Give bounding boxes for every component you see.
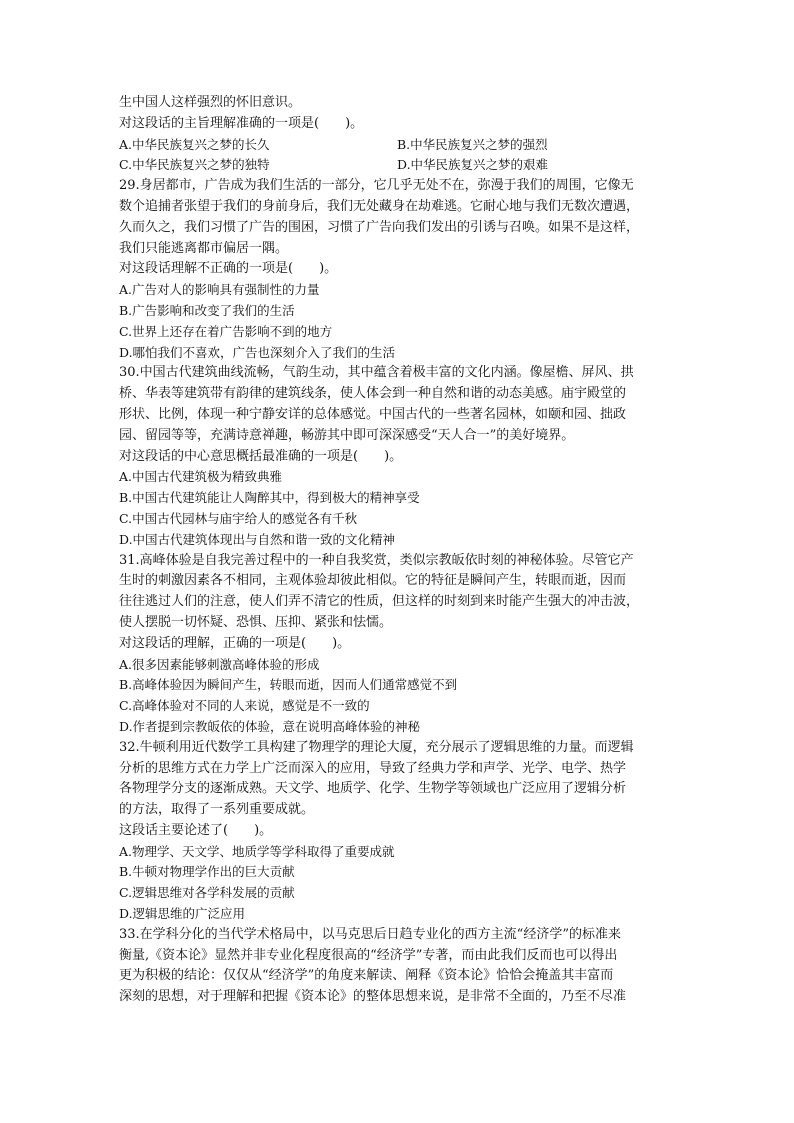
option-a: A.中华民族复兴之梦的长久: [119, 136, 270, 152]
passage-line: 我们只能逃离都市偏居一隅。: [119, 240, 289, 256]
option-c: C.中华民族复兴之梦的独特: [119, 157, 270, 173]
passage-line: 桥、华表等建筑带有韵律的建筑线条，使人体会到一种自然和谐的动态美感。庙宇殿堂的: [119, 386, 627, 402]
question-29: [119, 176, 679, 363]
option-d: D.作者提到宗教皈依的体验，意在说明高峰体验的神秘: [119, 718, 421, 734]
option-c: C.世界上还存在着广告影响不到的地方: [119, 323, 333, 339]
passage-line: 29.身居都市，广告成为我们生活的一部分，它几乎无处不在，弥漫于我们的周围，它像无: [119, 178, 634, 194]
option-d: D.哪怕我们不喜欢，广告也深刻介入了我们的生活: [119, 344, 396, 360]
question-31: [119, 551, 679, 738]
passage-line: 更为积极的结论：仅仅从“经济学”的角度来解读、阐释《资本论》恰恰会掩盖其丰富而: [119, 968, 614, 984]
option-d: D.逻辑思维的广泛应用: [119, 906, 246, 922]
passage-line: 久而久之，我们习惯了广告的围困，习惯了广告向我们发出的引诱与召唤。如果不是这样，: [119, 219, 640, 235]
passage-line: 33.在学科分化的当代学术格局中，以马克思后日趋专业化的西方主流“经济学”的标准来: [119, 926, 621, 942]
option-row: [119, 135, 679, 156]
option-a: A.中国古代建筑极为精致典雅: [119, 469, 283, 485]
question-33: [119, 925, 679, 1008]
option-d: D.中国古代建筑体现出与自然和谐一致的文化精神: [119, 531, 396, 547]
question-prompt: 对这段话理解不正确的一项是( )。: [119, 261, 338, 277]
passage-line: 园、留园等等，充满诗意禅趣，畅游其中即可深深感受“天人合一”的美好境界。: [119, 427, 575, 443]
question-prompt: 对这段话的中心意思概括最准确的一项是( )。: [119, 448, 403, 464]
option-c: C.中国古代园林与庙宇给人的感觉各有千秋: [119, 510, 358, 526]
option-a: A.很多因素能够刺激高峰体验的形成: [119, 656, 320, 672]
passage-line: 深刻的思想，对于理解和把握《资本论》的整体思想来说，是非常不全面的，乃至不尽准: [119, 989, 627, 1005]
option-row: [119, 155, 679, 176]
option-b: B.牛顿对物理学作出的巨大贡献: [119, 864, 295, 880]
document-page: [119, 93, 679, 1008]
passage-line: 分析的思维方式在力学上广泛而深入的应用，导致了经典力学和声学、光学、电学、热学: [119, 760, 627, 776]
question-32: [119, 738, 679, 925]
passage-line: 30.中国古代建筑曲线流畅，气韵生动，其中蕴含着极丰富的文化内涵。像屋檐、屏风、拱: [119, 365, 634, 381]
option-b: B.广告影响和改变了我们的生活: [119, 302, 295, 318]
passage-line: 往往逃过人们的注意，使人们弄不清它的性质，但这样的时刻到来时能产生强大的冲击波，: [119, 594, 640, 610]
option-d: D.中华民族复兴之梦的艰难: [397, 157, 549, 173]
option-a: A.物理学、天文学、地质学等学科取得了重要成就: [119, 843, 395, 859]
question-prompt: 对这段话的理解，正确的一项是( )。: [119, 635, 351, 651]
option-b: B.高峰体验因为瞬间产生，转眼而逝，因而人们通常感觉不到: [119, 677, 458, 693]
question-prompt: 这段话主要论述了( )。: [119, 822, 273, 838]
passage-line: 的方法，取得了一系列重要成就。: [119, 802, 315, 818]
question-30: [119, 363, 679, 550]
option-c: C.逻辑思维对各学科发展的贡献: [119, 885, 295, 901]
passage-line: 衡量,《资本论》显然并非专业化程度很高的“经济学”专著，而由此我们反而也可以得出: [119, 947, 618, 963]
passage-line: 形状、比例，体现一种宁静安详的总体感觉。中国古代的一些著名园林，如颐和园、拙政: [119, 406, 627, 422]
question-prompt: 对这段话的主旨理解准确的一项是( )。: [119, 115, 364, 131]
option-c: C.高峰体验对不同的人来说，感觉是不一致的: [119, 698, 370, 714]
option-a: A.广告对人的影响具有强制性的力量: [119, 282, 320, 298]
option-b: B.中华民族复兴之梦的强烈: [397, 136, 548, 152]
passage-line: 使人摆脱一切怀疑、恐惧、压抑、紧张和怯懦。: [119, 614, 393, 630]
passage-line: 32.牛顿利用近代数学工具构建了物理学的理论大厦，充分展示了逻辑思维的力量。而逻辑: [119, 739, 634, 755]
passage-line: 数个追捕者张望于我们的身前身后，我们无处藏身在劫难逃。它耐心地与我们无数次遭遇，: [119, 198, 640, 214]
option-b: B.中国古代建筑能让人陶醉其中，得到极大的精神享受: [119, 490, 420, 506]
passage-line: 各物理学分支的逐渐成熟。天文学、地质学、化学、生物学等领域也广泛应用了逻辑分析: [119, 781, 627, 797]
passage-line: 31.高峰体验是自我完善过程中的一种自我奖赏，类似宗教皈依时刻的神秘体验。尽管它产: [119, 552, 634, 568]
passage-line: 生时的刺激因素各不相同，主观体验却彼此相似。它的特征是瞬间产生，转眼而逝，因而: [119, 573, 627, 589]
text-line: 生中国人这样强烈的怀旧意识。: [119, 95, 302, 110]
